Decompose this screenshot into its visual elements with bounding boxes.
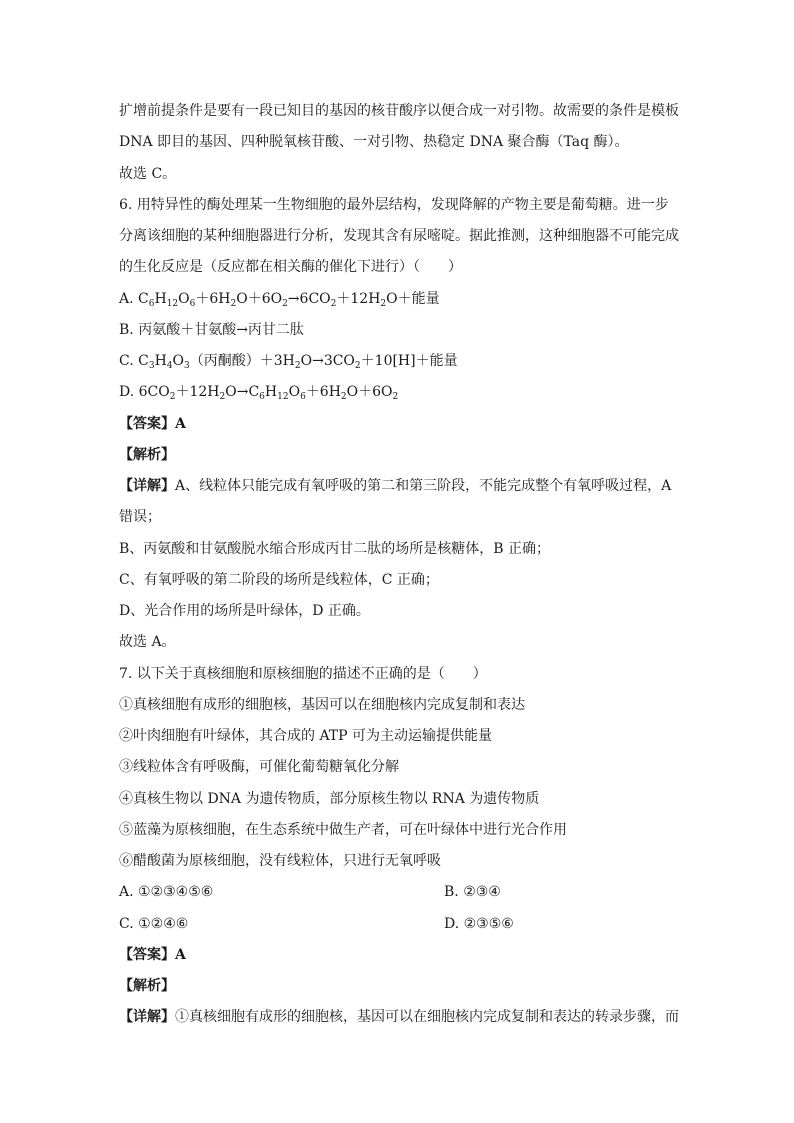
q5-conclusion: 故选 C。 [119, 166, 177, 182]
q7-analysis-heading: 【解析】 [119, 978, 175, 994]
q7-statement-1: ①真核细胞有成形的细胞核，基因可以在细胞核内完成复制和表达 [119, 697, 525, 713]
q7-stem: 7. 以下关于真核细胞和原核细胞的描述不正确的是（ ） [119, 666, 487, 682]
q7-option-b: B. ②③④ [444, 884, 501, 900]
q5-text-line-1: 扩增前提条件是要有一段已知目的基因的核苷酸序以便合成一对引物。故需要的条件是模板 [119, 103, 679, 119]
q6-option-c: C. $C_3H_4O_3$（丙酮酸）$+3H_2O\to 3CO_2+10[H]+$能量 [119, 353, 458, 371]
q6-analysis-heading: 【解析】 [119, 447, 175, 463]
q6-stem-line-2: 分离该细胞的某种细胞器进行分析，发现其含有尿嘧啶。据此推测，这种细胞器不可能完成 [119, 228, 679, 244]
q6-stem-line-3: 的生化反应是（反应都在相关酶的催化下进行）（ ） [119, 259, 462, 275]
q7-option-c: C. ①②④⑥ [119, 916, 189, 932]
q7-statement-3: ③线粒体含有呼吸酶，可催化葡萄糖氧化分解 [119, 759, 399, 775]
q6-answer: 【答案】A [119, 416, 186, 432]
q7-answer: 【答案】A [119, 947, 186, 963]
q6-detail-line-1b: 错误； [119, 509, 161, 525]
q6-detail-line-2: B、丙氨酸和甘氨酸脱水缩合形成丙甘二肽的场所是核糖体，B 正确； [119, 541, 551, 557]
q7-statement-4: ④真核生物以 DNA 为遗传物质，部分原核生物以 RNA 为遗传物质 [119, 791, 540, 807]
q6-option-b: B. 丙氨酸＋甘氨酸→丙甘二肽 [119, 322, 304, 338]
q6-detail-line-4: D、光合作用的场所是叶绿体，D 正确。 [119, 603, 370, 619]
q6-conclusion: 故选 A。 [119, 634, 176, 650]
q7-statement-5: ⑤蓝藻为原核细胞，在生态系统中做生产者，可在叶绿体中进行光合作用 [119, 822, 567, 838]
q5-text-line-2: DNA 即目的基因、四种脱氧核苷酸、一对引物、热稳定 DNA 聚合酶（Taq 酶）。 [119, 134, 629, 150]
q6-detail-line-1: 【详解】A、线粒体只能完成有氧呼吸的第二和第三阶段，不能完成整个有氧呼吸过程，A [119, 478, 672, 494]
q7-statement-6: ⑥醋酸菌为原核细胞，没有线粒体，只进行无氧呼吸 [119, 853, 441, 869]
q6-option-d: D. $6CO_2+12H_2O\to C_6H_{12}O_6+6H_2O+6O_2$ [119, 384, 399, 402]
q7-statement-2: ②叶肉细胞有叶绿体，其合成的 ATP 可为主动运输提供能量 [119, 728, 493, 744]
q7-option-d: D. ②③⑤⑥ [444, 916, 514, 932]
q7-detail-line-1: 【详解】①真核细胞有成形的细胞核，基因可以在细胞核内完成复制和表达的转录步骤，而 [119, 1009, 679, 1025]
q6-option-a: A. $C_6H_{12}O_6+6H_2O+6O_2\to 6CO_2+12H_2O+$能量 [119, 291, 440, 309]
q6-stem-line-1: 6. 用特异性的酶处理某一生物细胞的最外层结构，发现降解的产物主要是葡萄糖。进一步 [119, 197, 669, 213]
q6-detail-line-3: C、有氧呼吸的第二阶段的场所是线粒体，C 正确； [119, 572, 439, 588]
q7-option-a: A. ①②③④⑤⑥ [119, 884, 214, 900]
